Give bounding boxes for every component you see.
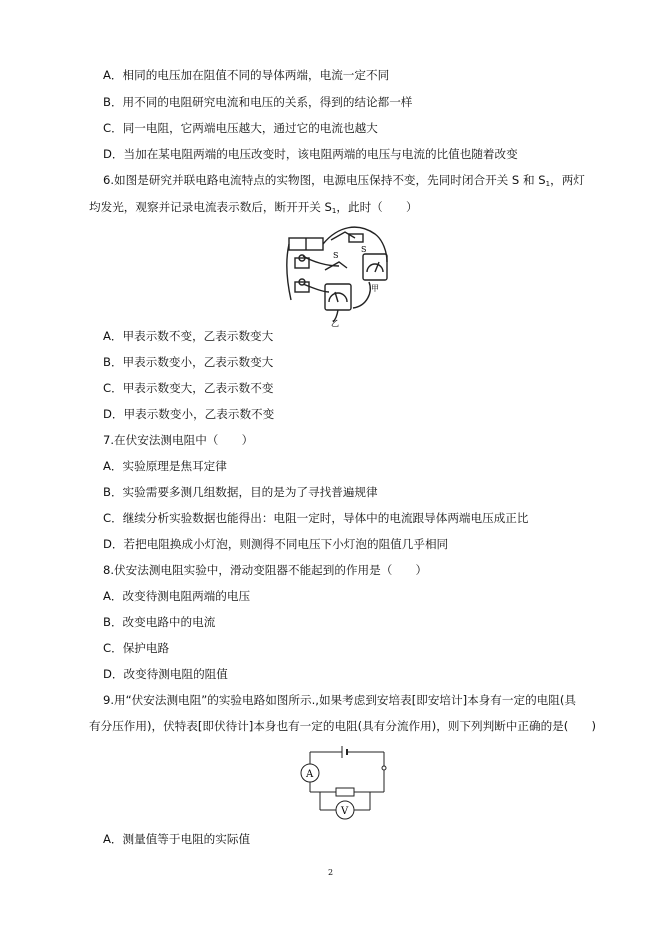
q9-option-a: A．测量值等于电阻的实际值 bbox=[103, 832, 251, 846]
q6-stem-line1-text: 6.如图是研究并联电路电流特点的实物图，电源电压保持不变，先同时闭合开关 S 和 S bbox=[103, 173, 546, 187]
q7-option-a: A．实验原理是焦耳定律 bbox=[103, 459, 227, 473]
q9-stem-line2: 有分压作用)，伏特表[即伏待计]本身也有一定的电阻(具有分流作用)，则下列判断中正确的是( ) bbox=[89, 719, 597, 733]
q7-option-b: B．实验需要多测几组数据，目的是为了寻找普遍规律 bbox=[103, 485, 378, 499]
q6-stem-line2 bbox=[89, 199, 418, 219]
q8-option-a: A．改变待测电阻两端的电压 bbox=[103, 589, 251, 603]
q6-stem-line1-end: ，两灯 bbox=[550, 173, 585, 187]
q6-option-a: A．甲表示数不变，乙表示数变大 bbox=[103, 329, 274, 343]
lamp-1-shape bbox=[295, 258, 309, 268]
q6-stem-subscript-2: 1 bbox=[331, 207, 337, 215]
q9-stem-line1: 9.用“伏安法测电阻”的实验电路如图所示.,如果考虑到安培表[即安培计]本身有一定的电阻(具 bbox=[103, 693, 576, 707]
q5-option-d: D．当加在某电阻两端的电压改变时，该电阻两端的电压与电流的比值也随着改变 bbox=[103, 147, 518, 161]
q6-stem-line2-text: 均发光，观察并记录电流表示数后，断开开关 S bbox=[89, 200, 332, 214]
q6-option-b: B．甲表示数变小，乙表示数变大 bbox=[103, 355, 274, 369]
page-number: 2 bbox=[327, 868, 334, 877]
lamp-2-shape bbox=[295, 282, 309, 292]
q7-stem: 7.在伏安法测电阻中（ ） bbox=[103, 433, 254, 447]
q8-stem: 8.伏安法测电阻实验中，滑动变阻器不能起到的作用是（ ） bbox=[103, 563, 428, 577]
label-jia: 甲 bbox=[371, 284, 379, 293]
label-s1: S bbox=[333, 251, 339, 260]
q6-option-d: D．甲表示数变小，乙表示数不变 bbox=[103, 407, 275, 421]
voltmeter-label: V bbox=[341, 806, 349, 817]
voltammetry-circuit-figure bbox=[290, 742, 392, 824]
q5-option-a: A．相同的电压加在阻值不同的导体两端，电流一定不同 bbox=[103, 68, 390, 82]
q5-option-b: B．用不同的电阻研究电流和电压的关系，得到的结论都一样 bbox=[103, 95, 413, 109]
q8-option-c: C．保护电路 bbox=[103, 641, 170, 655]
ammeter-label: A bbox=[306, 769, 314, 780]
q6-option-c: C．甲表示数变大，乙表示数不变 bbox=[103, 381, 274, 395]
switch-terminal bbox=[382, 766, 386, 770]
q6-stem-line2-end: ，此时（ ） bbox=[336, 200, 418, 214]
q6-stem-line1 bbox=[103, 172, 585, 192]
q7-option-c: C．继续分析实验数据也能得出：电阻一定时，导体中的电流跟导体两端电压成正比 bbox=[103, 511, 529, 525]
q6-stem-subscript: 1 bbox=[545, 180, 551, 188]
ammeter-jia-shape bbox=[363, 254, 387, 280]
q8-option-b: B．改变电路中的电流 bbox=[103, 615, 216, 629]
q7-option-d: D．若把电阻换成小灯泡，则测得不同电压下小灯泡的阻值几乎相同 bbox=[103, 537, 449, 551]
q5-option-c: C．同一电阻，它两端电压越大，通过它的电流也越大 bbox=[103, 121, 378, 135]
resistor-shape bbox=[336, 788, 354, 796]
q8-option-d: D．改变待测电阻的阻值 bbox=[103, 667, 228, 681]
ammeter-yi-shape bbox=[325, 284, 351, 310]
label-s: S bbox=[361, 245, 367, 254]
label-yi: 乙 bbox=[331, 319, 339, 328]
parallel-circuit-photo-figure bbox=[283, 222, 393, 328]
